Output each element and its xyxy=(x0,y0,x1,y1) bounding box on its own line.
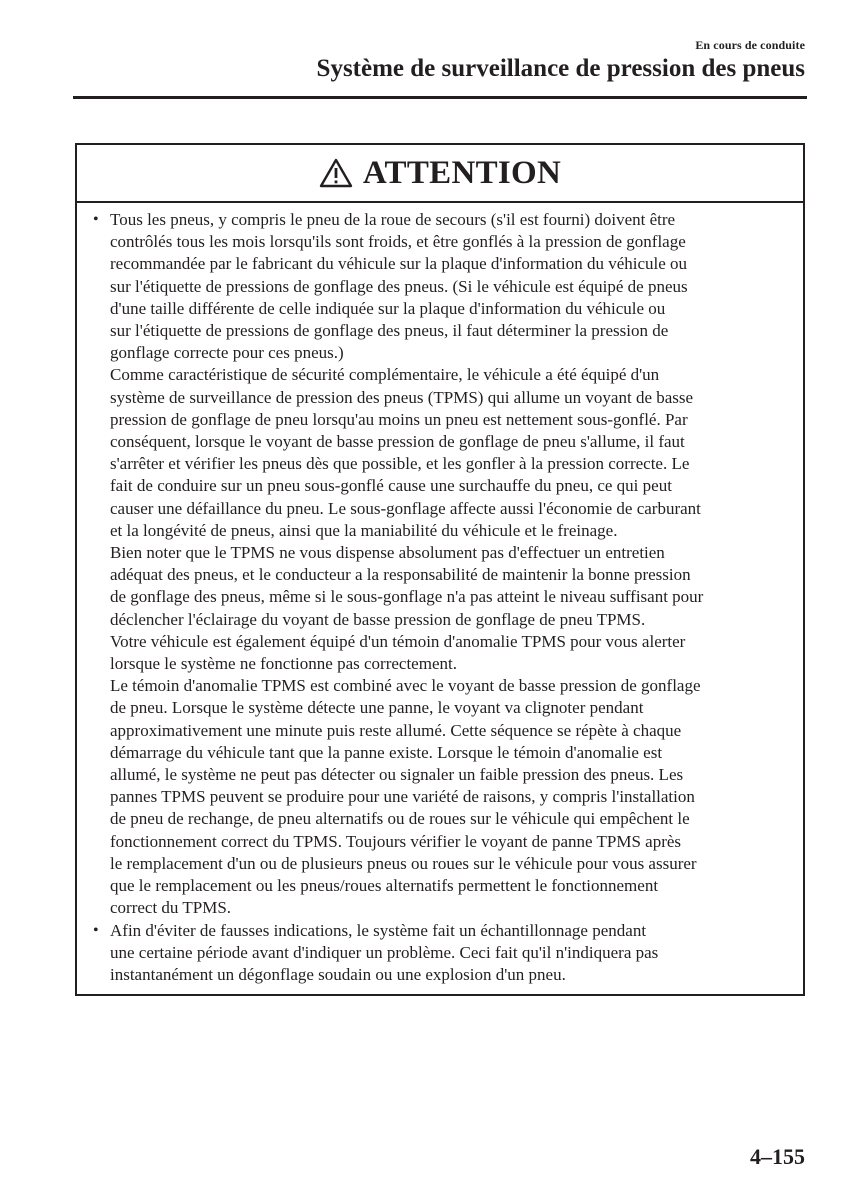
title-rule xyxy=(73,96,807,99)
text-line: conséquent, lorsque le voyant de basse pression de gonflage de pneu s'allume, il faut xyxy=(110,432,685,452)
page-number: 4–155 xyxy=(750,1144,805,1169)
text-line: sur l'étiquette de pressions de gonflage des pneus, il faut déterminer la pression de xyxy=(110,321,669,341)
text-line: lorsque le système ne fonctionne pas correctement. xyxy=(110,654,457,674)
text-line: de gonflage des pneus, même si le sous-gonflage n'a pas atteint le niveau suffisant pour xyxy=(110,587,704,607)
text-line: Comme caractéristique de sécurité complémentaire, le véhicule a été équipé d'un xyxy=(110,365,660,385)
bullet-item xyxy=(88,209,795,920)
text-line: fait de conduire sur un pneu sous-gonflé cause une surchauffe du pneu, ce qui peut xyxy=(110,476,672,496)
text-line: gonflage correcte pour ces pneus.) xyxy=(110,343,344,363)
text-line: système de surveillance de pression des pneus (TPMS) qui allume un voyant de basse xyxy=(110,387,694,407)
text-line: de pneu. Lorsque le système détecte une panne, le voyant va clignoter pendant xyxy=(110,698,644,718)
text-line: approximativement une minute puis reste allumé. Cette séquence se répète à chaque xyxy=(110,720,682,740)
text-line: allumé, le système ne peut pas détecter ou signaler un faible pression des pneus. Les xyxy=(110,765,684,785)
text-line: Votre véhicule est également équipé d'un témoin d'anomalie TPMS pour vous alerter xyxy=(110,631,686,651)
text-line: Le témoin d'anomalie TPMS est combiné avec le voyant de basse pression de gonflage xyxy=(110,676,701,696)
text-line: Afin d'éviter de fausses indications, le système fait un échantillonnage pendant xyxy=(110,920,647,940)
text-line: et la longévité de pneus, ainsi que la maniabilité du véhicule et le freinage. xyxy=(110,520,618,540)
section-label: En cours de conduite xyxy=(695,38,805,52)
warning-body xyxy=(88,209,795,986)
text-line: pression de gonflage de pneu lorsqu'au moins un pneu est nettement sous-gonflé. Par xyxy=(110,409,688,429)
text-line: instantanément un dégonflage soudain ou une explosion d'un pneu. xyxy=(110,964,566,984)
text-line: d'une taille différente de celle indiquée sur la plaque d'information du véhicule ou xyxy=(110,298,666,318)
page-title: Système de surveillance de pression des pneus xyxy=(316,55,805,82)
text-line: de pneu de rechange, de pneu alternatifs ou de roues sur le véhicule qui empêchent le xyxy=(110,809,690,829)
text-line: que le remplacement ou les pneus/roues alternatifs permettent le fonctionnement xyxy=(110,876,659,896)
text-line: une certaine période avant d'indiquer un problème. Ceci fait qu'il n'indiquera pas xyxy=(110,942,659,962)
text-line: contrôlés tous les mois lorsqu'ils sont froids, et être gonflés à la pression de gonflage xyxy=(110,232,686,252)
warning-triangle-icon xyxy=(319,158,353,188)
warning-box xyxy=(75,143,805,996)
text-line: Bien noter que le TPMS ne vous dispense absolument pas d'effectuer un entretien xyxy=(110,543,665,563)
text-line: causer une défaillance du pneu. Le sous-gonflage affecte aussi l'économie de carburant xyxy=(110,498,701,518)
bullet-marker: • xyxy=(93,211,99,228)
bullet-item xyxy=(88,920,795,987)
text-line: démarrage du véhicule tant que la panne existe. Lorsque le témoin d'anomalie est xyxy=(110,742,663,762)
text-line: pannes TPMS peuvent se produire pour une variété de raisons, y compris l'installation xyxy=(110,787,695,807)
warning-header xyxy=(77,145,803,203)
text-line: correct du TPMS. xyxy=(110,898,232,918)
text-line: s'arrêter et vérifier les pneus dès que possible, et les gonfler à la pression correcte. Le xyxy=(110,454,690,474)
text-line: le remplacement d'un ou de plusieurs pneus ou roues sur le véhicule pour vous assurer xyxy=(110,853,697,873)
text-line: recommandée par le fabricant du véhicule sur la plaque d'information du véhicule ou xyxy=(110,254,688,274)
text-line: déclencher l'éclairage du voyant de basse pression de gonflage de pneu TPMS. xyxy=(110,609,646,629)
text-line: Tous les pneus, y compris le pneu de la roue de secours (s'il est fourni) doivent être xyxy=(110,210,676,229)
text-line: sur l'étiquette de pressions de gonflage des pneus. (Si le véhicule est équipé de pneus xyxy=(110,276,688,296)
text-line: fonctionnement correct du TPMS. Toujours vérifier le voyant de panne TPMS après xyxy=(110,831,682,851)
text-line: adéquat des pneus, et le conducteur a la responsabilité de maintenir la bonne pression xyxy=(110,565,691,585)
warning-heading: ATTENTION xyxy=(362,154,562,191)
bullet-marker: • xyxy=(93,921,99,939)
